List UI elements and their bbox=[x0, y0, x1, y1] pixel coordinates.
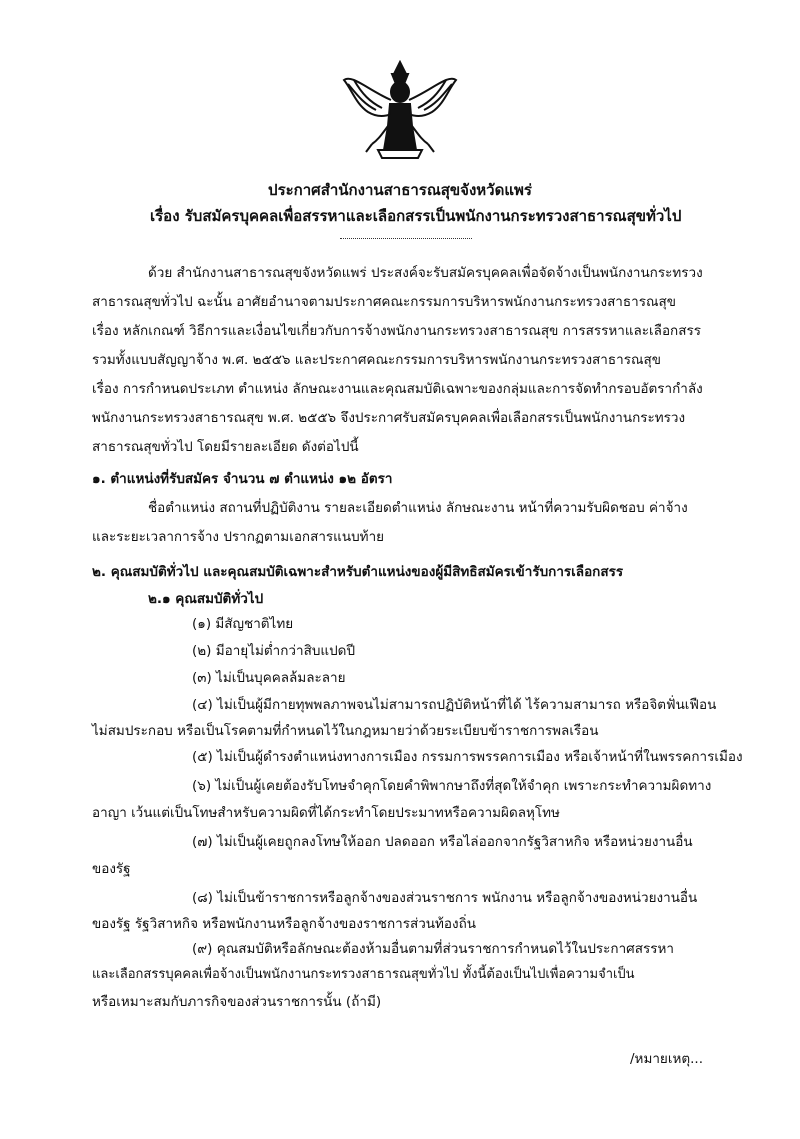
qualification-item-cont: ไม่สมประกอบ หรือเป็นโรคตามที่กำหนดไว้ในกฎหมายว่าด้วยระเบียบข้าราชการพลเรือน bbox=[92, 723, 599, 739]
qualification-item-cont: หรือเหมาะสมกับภารกิจของส่วนราชการนั้น (ถ้ามี) bbox=[92, 994, 382, 1010]
section-1-heading: ๑. ตำแหน่งที่รับสมัคร จำนวน ๗ ตำแหน่ง ๑๒ อัตรา bbox=[92, 471, 393, 487]
qualification-item: (๒) มีอายุไม่ต่ำกว่าสิบแปดปี bbox=[192, 643, 356, 659]
qualification-item-cont: อาญา เว้นแต่เป็นโทษสำหรับความผิดที่ได้กระทำโดยประมาทหรือความผิดลหุโทษ bbox=[92, 805, 560, 821]
section-2-heading: ๒. คุณสมบัติทั่วไป และคุณสมบัติเฉพาะสำหรับตำแหน่งของผู้มีสิทธิสมัครเข้ารับการเลือกสรร bbox=[92, 564, 624, 580]
qualification-item: (๕) ไม่เป็นผู้ดำรงตำแหน่งทางการเมือง กรรมการพรรคการเมือง หรือเจ้าหน้าที่ในพรรคการเมือง bbox=[192, 749, 743, 765]
qualification-item: (๑) มีสัญชาติไทย bbox=[192, 616, 294, 632]
announcement-subject: เรื่อง รับสมัครบุคคลเพื่อสรรหาและเลือกสรรเป็นพนักงานกระทรวงสาธารณสุขทั่วไป bbox=[150, 207, 682, 225]
continued-marker: /หมายเหตุ... bbox=[630, 1051, 703, 1067]
intro-line: สาธารณสุขทั่วไป ฉะนั้น อาศัยอำนาจตามประกาศคณะกรรมการบริหารพนักงานกระทรวงสาธารณสุข bbox=[92, 294, 676, 310]
qualification-item: (๓) ไม่เป็นบุคคลล้มละลาย bbox=[192, 670, 346, 686]
qualification-item: (๔) ไม่เป็นผู้มีกายทุพพลภาพจนไม่สามารถปฏิบัติหน้าที่ได้ ไร้ความสามารถ หรือจิตฟั่นเฟือน bbox=[192, 697, 717, 713]
qualification-item-cont: ของรัฐ รัฐวิสาหกิจ หรือพนักงานหรือลูกจ้างของราชการส่วนท้องถิ่น bbox=[92, 916, 477, 932]
intro-line: พนักงานกระทรวงสาธารณสุข พ.ศ. ๒๕๕๖ จึงประกาศรับสมัครบุคคลเพื่อเลือกสรรเป็นพนักงานกระทรวง bbox=[92, 410, 686, 426]
garuda-emblem-icon bbox=[338, 60, 462, 160]
title-divider bbox=[340, 238, 472, 239]
section-2-1-heading: ๒.๑ คุณสมบัติทั่วไป bbox=[148, 591, 264, 607]
qualification-item-cont: ของรัฐ bbox=[92, 861, 131, 877]
intro-line: สาธารณสุขทั่วไป โดยมีรายละเอียด ดังต่อไปนี้ bbox=[92, 439, 359, 455]
intro-line: เรื่อง หลักเกณฑ์ วิธีการและเงื่อนไขเกี่ยวกับการจ้างพนักงานกระทรวงสาธารณสุข การสรรหาและเลือกสรร bbox=[92, 323, 701, 339]
section-1-line: ชื่อตำแหน่ง สถานที่ปฏิบัติงาน รายละเอียดตำแหน่ง ลักษณะงาน หน้าที่ความรับผิดชอบ ค่าจ้าง bbox=[148, 500, 688, 516]
qualification-item: (๙) คุณสมบัติหรือลักษณะต้องห้ามอื่นตามที่ส่วนราชการกำหนดไว้ในประกาศสรรหา bbox=[192, 941, 674, 957]
intro-line: รวมทั้งแบบสัญญาจ้าง พ.ศ. ๒๕๕๖ และประกาศคณะกรรมการบริหารพนักงานกระทรวงสาธารณสุข bbox=[92, 352, 661, 368]
announcement-title: ประกาศสำนักงานสาธารณสุขจังหวัดแพร่ bbox=[268, 181, 532, 199]
qualification-item: (๖) ไม่เป็นผู้เคยต้องรับโทษจำคุกโดยคำพิพากษาถึงที่สุดให้จำคุก เพราะกระทำความผิดทาง bbox=[192, 778, 712, 794]
qualification-item: (๗) ไม่เป็นผู้เคยถูกลงโทษให้ออก ปลดออก หรือไล่ออกจากรัฐวิสาหกิจ หรือหน่วยงานอื่น bbox=[192, 834, 693, 850]
qualification-item: (๘) ไม่เป็นข้าราชการหรือลูกจ้างของส่วนราชการ พนักงาน หรือลูกจ้างของหน่วยงานอื่น bbox=[192, 890, 698, 906]
intro-line: ด้วย สำนักงานสาธารณสุขจังหวัดแพร่ ประสงค์จะรับสมัครบุคคลเพื่อจัดจ้างเป็นพนักงานกระทรวง bbox=[148, 265, 703, 281]
intro-line: เรื่อง การกำหนดประเภท ตำแหน่ง ลักษณะงานและคุณสมบัติเฉพาะของกลุ่มและการจัดทำกรอบอัตรากำลัง bbox=[92, 381, 703, 397]
qualification-item-cont: และเลือกสรรบุคคลเพื่อจ้างเป็นพนักงานกระทรวงสาธารณสุขทั่วไป ทั้งนี้ต้องเป็นไปเพื่อความจำเป็น bbox=[92, 967, 635, 982]
section-1-line: และระยะเวลาการจ้าง ปรากฏตามเอกสารแนบท้าย bbox=[92, 529, 385, 545]
